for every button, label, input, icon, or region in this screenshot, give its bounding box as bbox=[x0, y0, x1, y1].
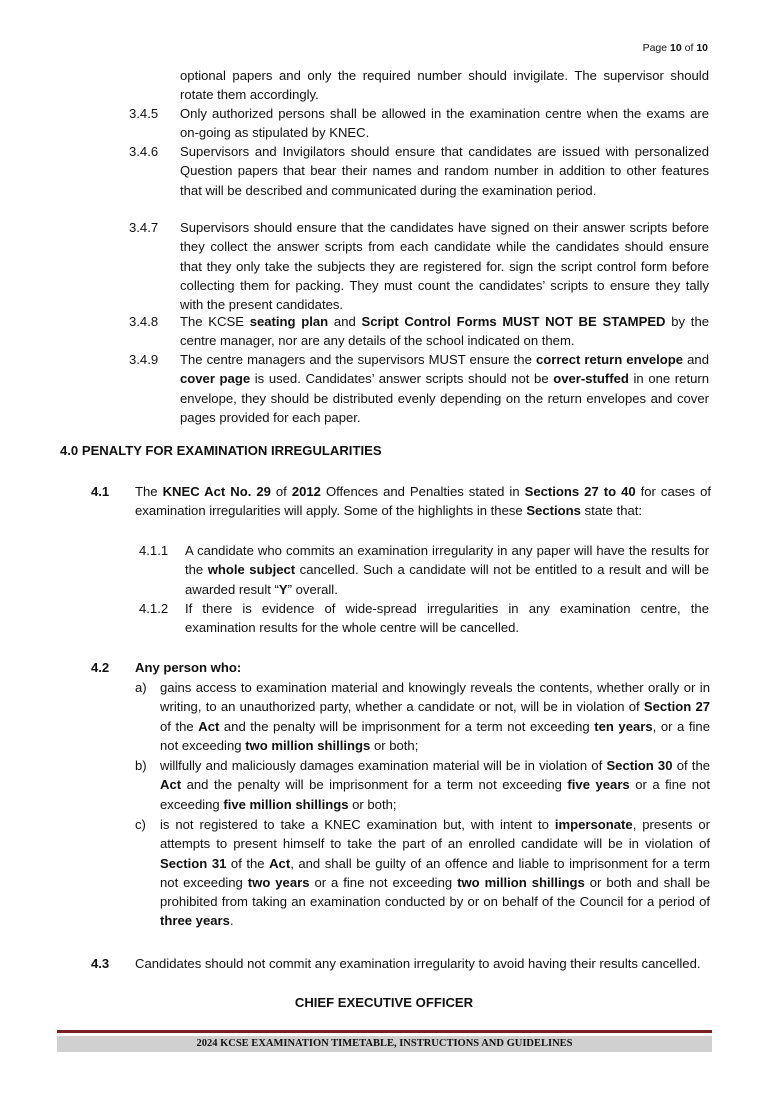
clause-number: 4.2 bbox=[91, 660, 110, 675]
clause-number: 4.1.2 bbox=[139, 601, 169, 616]
clause-3-4-5 bbox=[129, 104, 709, 143]
clause-number: 4.1.1 bbox=[139, 543, 169, 558]
clause-3-4-6 bbox=[129, 142, 709, 200]
clause-text: Candidates should not commit any examination irregularity to avoid having their results cancelled. bbox=[135, 956, 701, 971]
clause-4-1 bbox=[91, 482, 711, 521]
clause-text: The KNEC Act No. 29 of 2012 Offences and Penalties stated in Sections 27 to 40 for cases of examination irregularities will apply. Some of the highlights in these Sections state that: bbox=[135, 484, 712, 519]
list-item-text: gains access to examination material and knowingly reveals the contents, whether orally or in writing, to an unauthorized party, whether a candidate or not, will be in violation of Section 27 of the Act and the penalty will be imprisonment for a term not exceeding ten years, or a fine not exceeding two million shillings or both; bbox=[160, 680, 711, 753]
clause-4-2 bbox=[91, 658, 711, 677]
list-marker: a) bbox=[135, 680, 147, 695]
list-marker: b) bbox=[135, 758, 147, 773]
footer-rule bbox=[57, 1030, 712, 1033]
clause-4-1-2 bbox=[139, 599, 709, 638]
clause-number: 3.4.6 bbox=[129, 144, 159, 159]
section-heading: 4.0 PENALTY FOR EXAMINATION IRREGULARITIES bbox=[60, 443, 382, 458]
page-number: Page 10 of 10 bbox=[642, 42, 708, 54]
clause-3-4-9 bbox=[129, 350, 709, 427]
list-item-a bbox=[135, 678, 710, 755]
clause-text: A candidate who commits an examination irregularity in any paper will have the results for the whole subject cancelled. Such a candidate will not be entitled to a result and will be awarded result “Y” overall. bbox=[185, 543, 709, 597]
list-item-text: willfully and maliciously damages examination material will be in violation of Section 30 of the Act and the penalty will be imprisonment for a term not exceeding five years or a fine not exceeding five million shillings or both; bbox=[160, 758, 711, 812]
clause-text: If there is evidence of wide-spread irregularities in any examination centre, the examination results for the whole centre will be cancelled. bbox=[185, 601, 709, 636]
clause-3-4-7 bbox=[129, 218, 709, 314]
clause-text: The KCSE seating plan and Script Control Forms MUST NOT BE STAMPED by the centre manager, nor are any details of the school indicated on them. bbox=[180, 314, 710, 349]
clause-heading: Any person who: bbox=[135, 660, 242, 675]
clause-text: Supervisors and Invigilators should ensure that candidates are issued with personalized Question papers that bear their names and random number in addition to other features that will be described and communicated during the examination period. bbox=[180, 144, 709, 198]
clause-number: 4.3 bbox=[91, 956, 110, 971]
continued-paragraph: optional papers and only the required number should invigilate. The supervisor should rotate them accordingly. bbox=[180, 68, 709, 103]
clause-number: 3.4.9 bbox=[129, 352, 159, 367]
clause-3-4-8 bbox=[129, 312, 709, 351]
clause-text: The centre managers and the supervisors MUST ensure the correct return envelope and cover page is used. Candidates’ answer scripts should not be over-stuffed in one return envelope, they should be distributed evenly depending on the return envelopes and cover pages provided for each paper. bbox=[180, 352, 710, 425]
signatory-title: CHIEF EXECUTIVE OFFICER bbox=[294, 995, 474, 1010]
clause-text: Only authorized persons shall be allowed in the examination centre when the exams are on-going as stipulated by KNEC. bbox=[180, 106, 709, 141]
list-item-b bbox=[135, 756, 710, 814]
clause-number: 3.4.8 bbox=[129, 314, 159, 329]
footer-title: 2024 KCSE EXAMINATION TIMETABLE, INSTRUCTIONS AND GUIDELINES bbox=[57, 1036, 712, 1052]
clause-4-1-1 bbox=[139, 541, 709, 599]
clause-number: 3.4.5 bbox=[129, 106, 159, 121]
clause-number: 3.4.7 bbox=[129, 220, 159, 235]
list-marker: c) bbox=[135, 817, 146, 832]
list-item-text: is not registered to take a KNEC examination but, with intent to impersonate, presents or attempts to present himself to take the part of an enrolled candidate will be in violation of Section 31 of the Act, and shall be guilty of an offence and liable to imprisonment for a term not exceeding two years or a fine not exceeding two million shillings or both and shall be prohibited from taking an examination conducted by or on behalf of the Council for a period of three years. bbox=[160, 817, 711, 929]
clause-number: 4.1 bbox=[91, 484, 110, 499]
clause-4-3 bbox=[91, 953, 711, 975]
clause-text: Supervisors should ensure that the candidates have signed on their answer scripts before they collect the answer scripts from each candidate while the candidates should ensure that they only take the subjects they are registered for. sign the script control form before collecting them for packing. They must count the candidates’ scripts to ensure they tally with the present candidates. bbox=[180, 220, 709, 313]
list-item-c bbox=[135, 815, 710, 931]
